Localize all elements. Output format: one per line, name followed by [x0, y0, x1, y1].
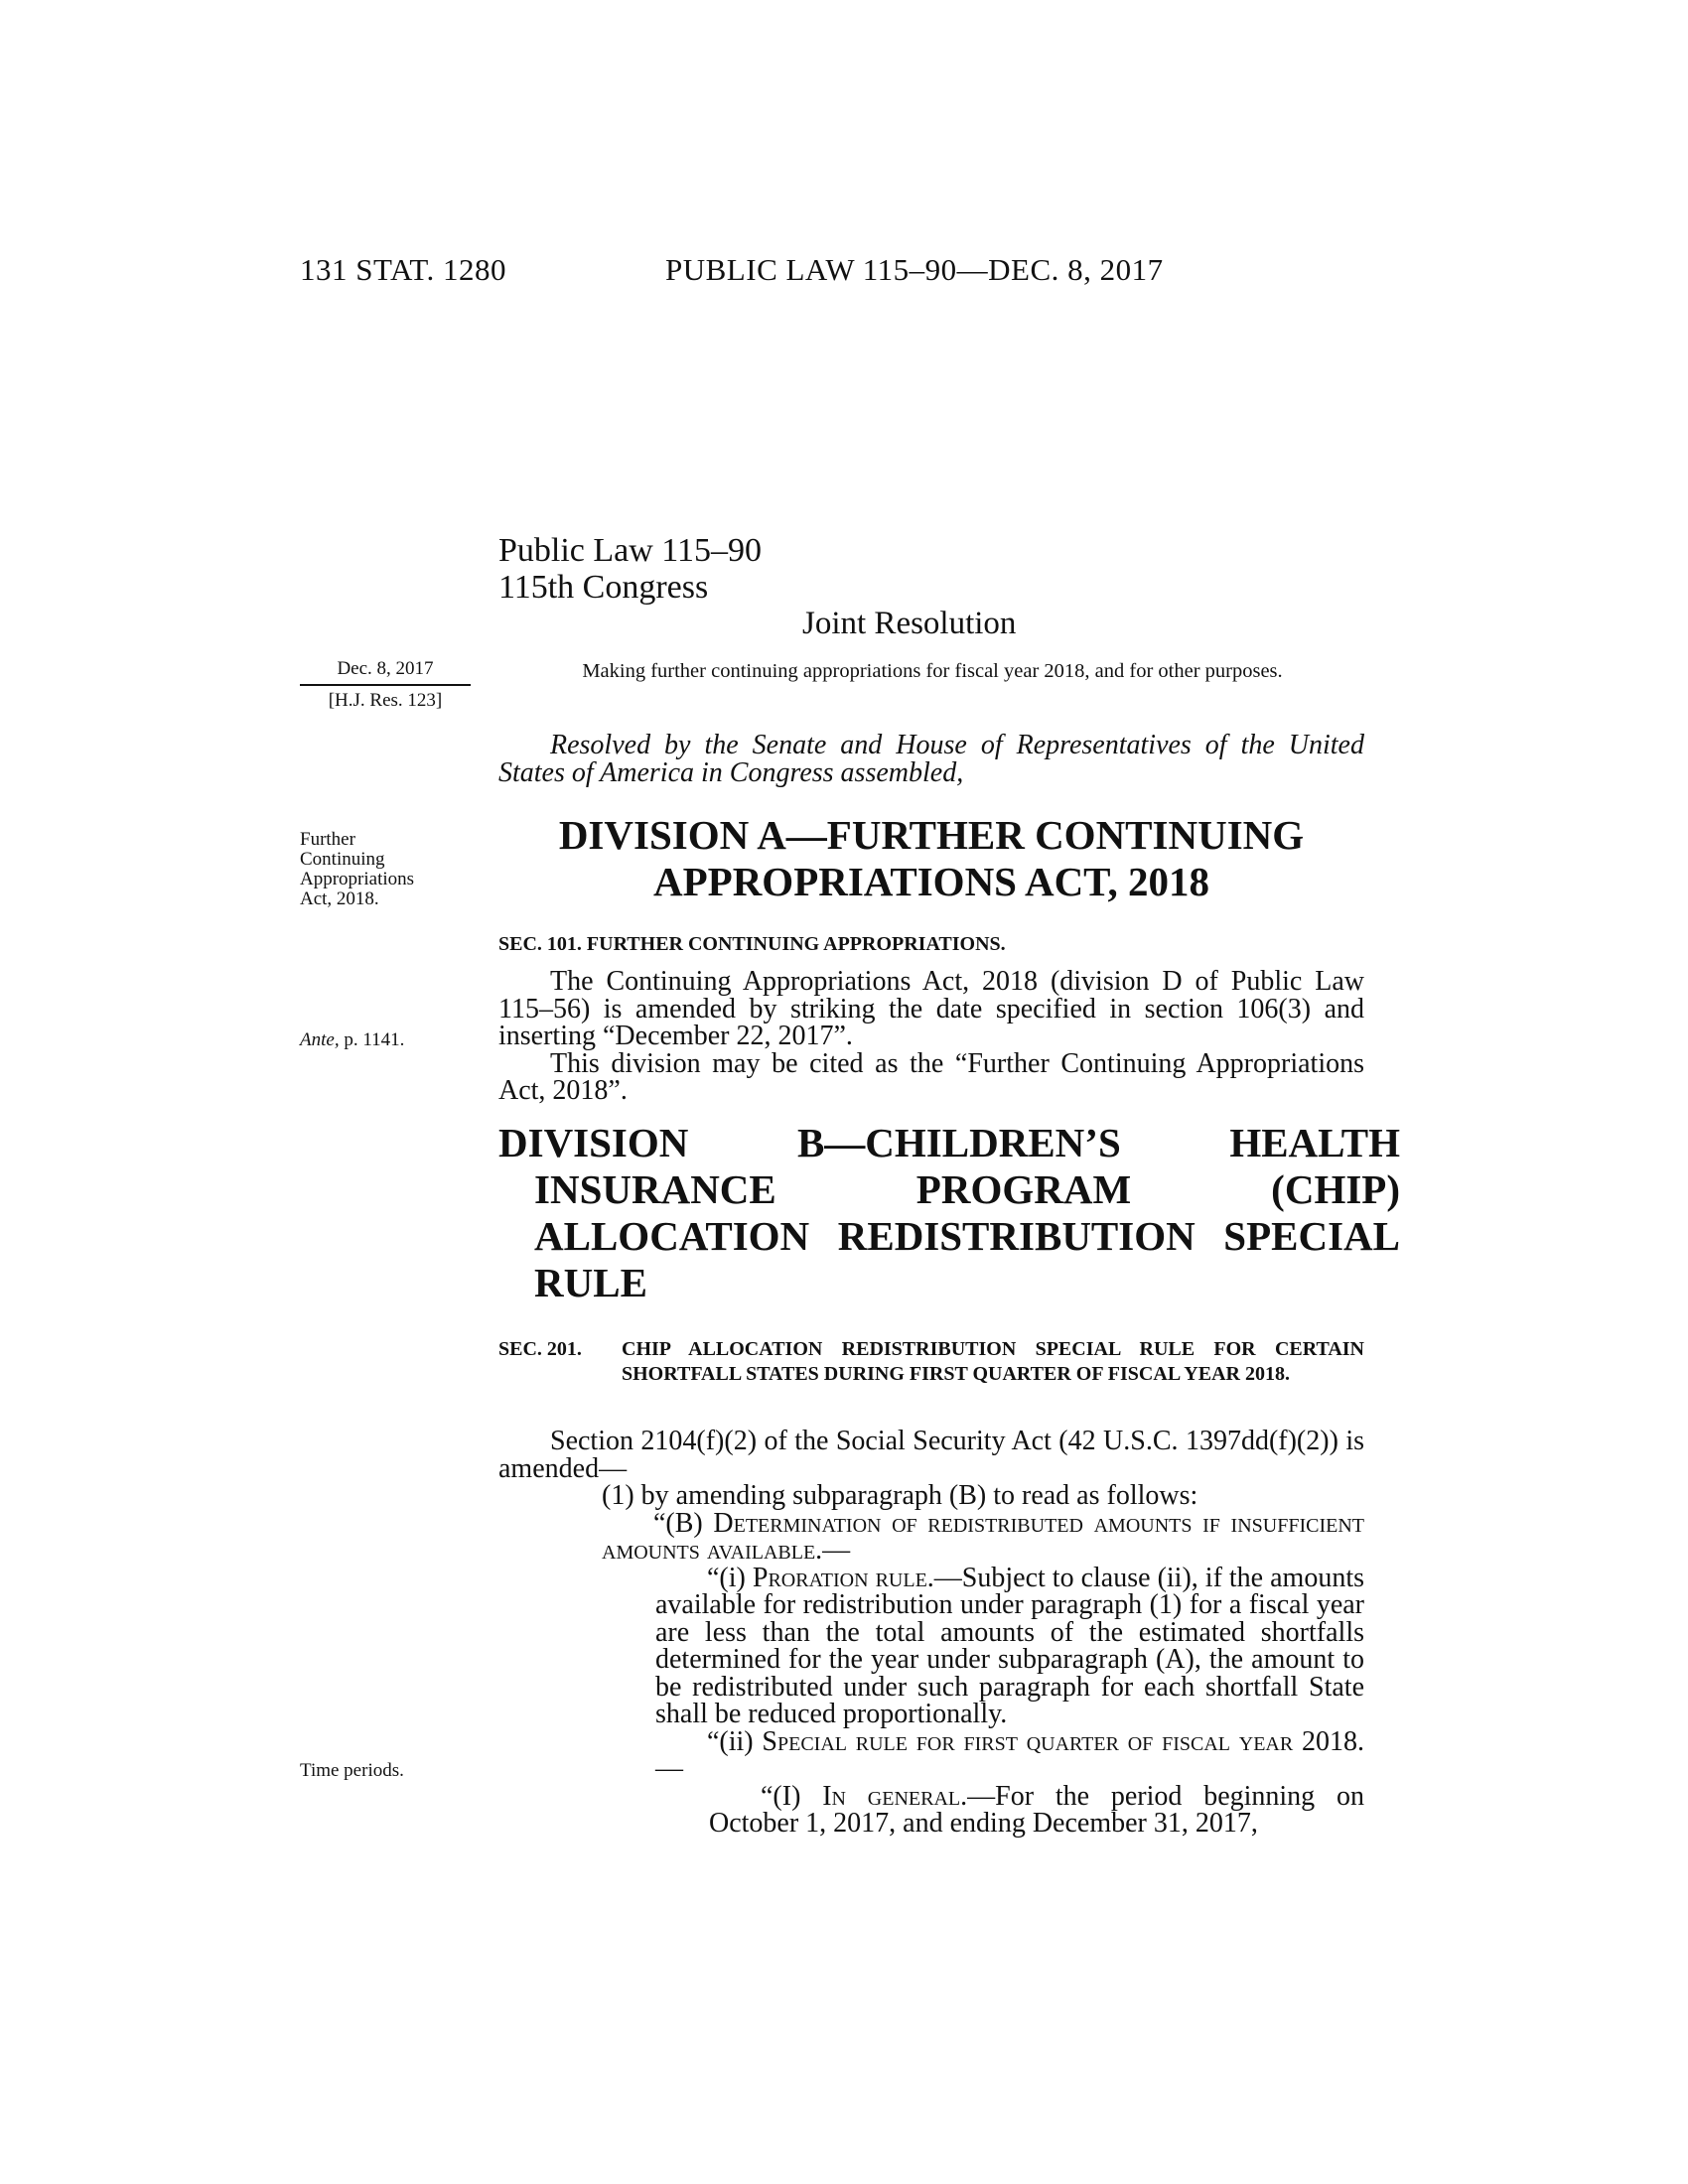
section-201-heading: [498, 1337, 1364, 1387]
ante-label: Ante,: [300, 1029, 340, 1050]
bill-number: [H.J. Res. 123]: [328, 690, 443, 711]
enacting-clause: Resolved by the Senate and House of Representatives of the United States of America in Congress assembled,: [498, 730, 1364, 788]
joint-resolution-heading: Joint Resolution: [802, 606, 1017, 641]
running-title: PUBLIC LAW 115–90—DEC. 8, 2017: [665, 252, 1164, 287]
section-101-heading: SEC. 101. FURTHER CONTINUING APPROPRIATIONS.: [498, 933, 1006, 955]
division-a-title: [498, 812, 1364, 905]
division-a-title-line2: APPROPRIATIONS ACT, 2018: [653, 859, 1209, 904]
clause-i-text: —Subject to clause (ii), if the amounts available for redistribution under paragraph (1) for a fiscal year are less than the total amounts of the estimated shortfalls determined for the year under subparagraph (A), the amount to be redistributed under such paragraph for each shortfall State shall be reduced proportionally.: [655, 1562, 1365, 1729]
clause-i: [655, 1562, 1365, 1729]
section-201-body: [498, 1428, 1364, 1838]
subclause-i-text: —For the period beginning on October 1, 2017, and ending December 31, 2017,: [709, 1780, 1364, 1839]
subclause-i: [709, 1780, 1364, 1839]
short-title-line: Further: [300, 829, 355, 850]
section-201-heading-text: CHIP ALLOCATION REDISTRIBUTION SPECIAL RULE FOR CERTAIN SHORTFALL STATES DURING FIRST QUARTER OF FISCAL YEAR 2018.: [622, 1338, 1364, 1385]
subclause-i-label: “(I): [761, 1780, 823, 1812]
short-title-margin-note: [300, 830, 414, 909]
clause-ii-label: “(ii): [707, 1725, 763, 1757]
stat-page-number: 131 STAT. 1280: [300, 252, 507, 287]
subparagraph-b: [602, 1507, 1364, 1566]
section-201-intro: Section 2104(f)(2) of the Social Security Act (42 U.S.C. 1397dd(f)(2)) is amended—: [498, 1426, 1364, 1484]
section-101-body: [498, 968, 1364, 1105]
division-a-title-line1: DIVISION A—FURTHER CONTINUING: [558, 812, 1305, 858]
clause-i-label: “(i): [707, 1562, 753, 1593]
clause-ii-heading: Special rule for first quarter of fiscal year 2018.—: [655, 1725, 1364, 1784]
subparagraph-b-label: “(B): [653, 1507, 714, 1539]
time-periods-note: Time periods.: [300, 1760, 404, 1781]
clause-ii: [655, 1725, 1364, 1784]
congress-number: 115th Congress: [498, 569, 709, 606]
ante-reference-note: [300, 1030, 404, 1050]
subclause-i-heading: In general.: [822, 1780, 968, 1812]
section-101-paragraph: The Continuing Appropriations Act, 2018 (division D of Public Law 115–56) is amended by striking the date specified in section 106(3) and inserting “December 22, 2017”.: [498, 966, 1364, 1051]
division-b-title: DIVISION B—CHILDREN’S HEALTH INSURANCE PROGRAM (CHIP) ALLOCATION REDISTRIBUTION SPECIAL RULE: [498, 1120, 1400, 1305]
short-title-line: Continuing: [300, 849, 385, 870]
enactment-date: Dec. 8, 2017: [337, 658, 434, 679]
clause-i-heading: Proration rule.: [752, 1562, 934, 1593]
short-title-line: Act, 2018.: [300, 888, 379, 909]
section-201-label: SEC. 201.: [498, 1338, 582, 1360]
margin-divider: [300, 684, 471, 686]
short-title-paragraph: This division may be cited as the “Further Continuing Appropriations Act, 2018”.: [498, 1047, 1364, 1106]
short-title-line: Appropriations: [300, 869, 415, 889]
subparagraph-b-heading: Determination of redistributed amounts if insufficient amounts available.—: [602, 1507, 1364, 1566]
ante-page: p. 1141.: [339, 1029, 405, 1050]
amendment-item-1: (1) by amending subparagraph (B) to read as follows:: [602, 1480, 1198, 1511]
purpose-statement: Making further continuing appropriations for fiscal year 2018, and for other purposes.: [582, 660, 1283, 682]
public-law-number: Public Law 115–90: [498, 532, 763, 569]
